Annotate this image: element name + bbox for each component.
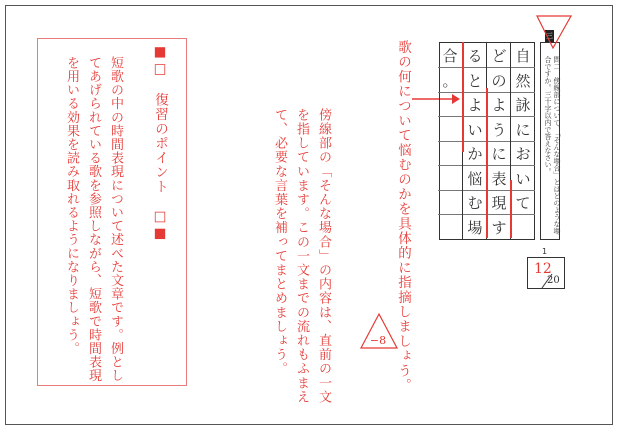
review-point-text: 短歌の中の時間表現について述べた文章です。例としてあげられている歌を参照しながら、短歌で時間表現を用いる効果を読み取れるようになりましょう。	[64, 56, 123, 383]
answer-cell: す	[487, 214, 511, 239]
answer-column	[438, 43, 462, 239]
red-underline-mark	[462, 42, 464, 152]
answer-cell: に	[511, 116, 535, 141]
answer-cell: 表	[487, 165, 511, 190]
answer-cell: い	[463, 116, 487, 141]
answer-cell: る	[467, 46, 483, 65]
answer-cell: よ	[463, 92, 487, 117]
score-mini: 1	[542, 247, 548, 256]
answer-cell: 詠	[511, 92, 535, 117]
answer-cell: お	[511, 141, 535, 166]
red-underline-mark	[510, 180, 512, 238]
answer-cell: 現	[487, 190, 511, 215]
answer-column	[462, 43, 486, 239]
answer-cell: う	[487, 116, 511, 141]
review-point-title: ■□ 復習のポイント □■	[152, 44, 168, 243]
answer-cell: 場	[463, 214, 487, 239]
answer-cell: 然	[511, 67, 535, 92]
answer-cell	[438, 116, 462, 141]
answer-cell: と	[463, 67, 487, 92]
answer-cell	[438, 214, 462, 239]
teacher-comment: 傍線部の「そんな場合」の内容は、直前の一文を指しています。この一文までの流れもふまえて、必要な言葉を補ってまとめましょう。	[272, 108, 331, 405]
score-box	[527, 257, 565, 289]
answer-cell	[438, 141, 462, 166]
answer-cell: 。	[438, 67, 462, 92]
deduction-mark	[359, 312, 399, 352]
red-underline-mark	[486, 88, 488, 238]
answer-cell: に	[487, 141, 511, 166]
answer-cell	[438, 165, 462, 190]
answer-cell: の	[487, 67, 511, 92]
answer-cell: て	[511, 190, 535, 215]
answer-cell: む	[463, 190, 487, 215]
score-value: 12	[534, 261, 552, 277]
teacher-instruction: 歌の何について悩むのかを具体的に指摘しましょう。	[395, 40, 411, 393]
answer-cell	[438, 92, 462, 117]
answer-column	[486, 43, 510, 239]
deduction-value: −8	[369, 334, 387, 347]
check-triangle-mark	[531, 14, 575, 50]
answer-cell	[511, 214, 535, 239]
score-total: 20	[547, 275, 560, 286]
answer-cell: か	[463, 141, 487, 166]
answer-cell: よ	[487, 92, 511, 117]
question-number: 三	[546, 32, 553, 40]
answer-cell: い	[511, 165, 535, 190]
answer-cell: 合	[442, 46, 458, 65]
answer-cell: 自	[515, 46, 531, 65]
answer-cell	[438, 190, 462, 215]
answer-cell: 悩	[463, 165, 487, 190]
answer-column	[510, 43, 534, 239]
question-text: 問二 傍線部について、「そんな場合」とはどのような場合ですか。三十字以内で答えなさい。	[544, 56, 561, 235]
answer-cell: ど	[491, 46, 507, 65]
